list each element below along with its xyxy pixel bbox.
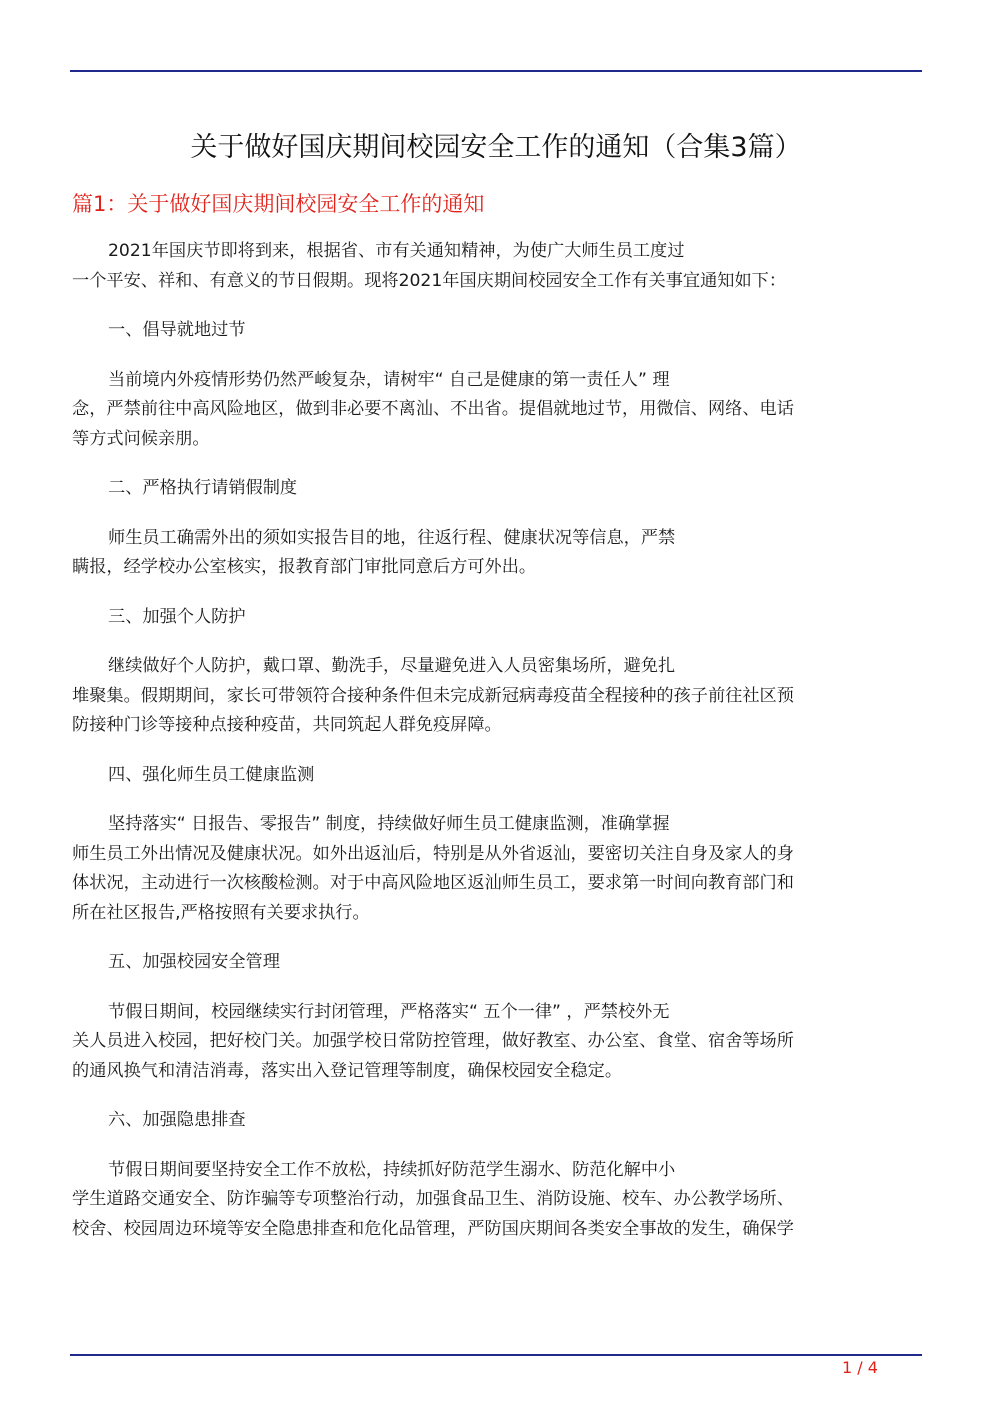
paragraph-line: 2021年国庆节即将到来，根据省、市有关通知精神，为使广大师生员工度过	[108, 241, 685, 261]
paragraph-line: 校舍、校园周边环境等安全隐患排查和危化品管理，严防国庆期间各类安全事故的发生，确保学	[72, 1218, 794, 1239]
paragraph-line: 节假日期间，校园继续实行封闭管理，严格落实“ 五个一律” ，严禁校外无	[108, 1001, 670, 1022]
paragraph-line: 的通风换气和清洁消毒，落实出入登记管理等制度，确保校园安全稳定。	[72, 1060, 623, 1081]
paragraph-line: 防接种门诊等接种点接种疫苗，共同筑起人群免疫屏障。	[72, 715, 502, 735]
document-body	[72, 237, 912, 1264]
paragraph-line: 学生道路交通安全、防诈骗等专项整治行动，加强食品卫生、消防设施、校车、办公教学场所、	[72, 1189, 794, 1209]
header-rule	[70, 70, 922, 72]
section-paragraph-6	[72, 1156, 912, 1245]
paragraph-line: 一个平安、祥和、有意义的节日假期。现将2021年国庆期间校园安全工作有关事宜通知如下：	[72, 270, 787, 291]
footer-rule	[70, 1354, 922, 1356]
section-heading-3: 三、加强个人防护	[108, 606, 246, 627]
section-paragraph-5	[72, 998, 912, 1087]
paragraph-line: 师生员工确需外出的须如实报告目的地，往返行程、健康状况等信息，严禁	[108, 527, 676, 548]
paragraph-line: 关人员进入校园，把好校门关。加强学校日常防控管理，做好教室、办公室、食堂、宿舍等场所	[72, 1031, 794, 1051]
paragraph-line: 念，严禁前往中高风险地区，做到非必要不离汕、不出省。提倡就地过节，用微信、网络、电话	[72, 399, 794, 419]
paragraph-line: 坚持落实“ 日报告、零报告” 制度，持续做好师生员工健康监测，准确掌握	[108, 814, 670, 834]
section-paragraph-3	[72, 652, 912, 741]
paragraph-line: 节假日期间要坚持安全工作不放松，持续抓好防范学生溺水、防范化解中小	[108, 1159, 676, 1180]
section-heading-1: 一、倡导就地过节	[108, 320, 246, 340]
paragraph-line: 当前境内外疫情形势仍然严峻复杂，请树牢“ 自己是健康的第一责任人” 理	[108, 369, 670, 390]
paragraph-line: 师生员工外出情况及健康状况。如外出返汕后，特别是从外省返汕，要密切关注自身及家人的身	[72, 843, 794, 864]
section-heading-4: 四、强化师生员工健康监测	[108, 764, 315, 785]
paragraph-line: 等方式问候亲朋。	[72, 428, 210, 449]
section-paragraph-4	[72, 810, 912, 928]
section-paragraph-2	[72, 524, 912, 583]
section-paragraph-1	[72, 366, 912, 455]
section-heading-6: 六、加强隐患排查	[108, 1110, 246, 1130]
section-heading-2: 二、严格执行请销假制度	[108, 478, 298, 498]
paragraph-line: 体状况，主动进行一次核酸检测。对于中高风险地区返汕师生员工，要求第一时间向教育部门和	[72, 873, 794, 893]
intro-paragraph	[72, 237, 912, 296]
section-heading-5: 五、加强校园安全管理	[108, 952, 280, 972]
paragraph-line: 所在社区报告,严格按照有关要求执行。	[72, 902, 370, 923]
paragraph-line: 瞒报，经学校办公室核实，报教育部门审批同意后方可外出。	[72, 557, 537, 577]
document-title: 关于做好国庆期间校园安全工作的通知（合集3篇）	[190, 132, 802, 163]
section-title: 篇1：关于做好国庆期间校园安全工作的通知	[72, 192, 485, 216]
page-number: 1 / 4	[842, 1358, 878, 1377]
paragraph-line: 继续做好个人防护，戴口罩、勤洗手，尽量避免进入人员密集场所，避免扎	[108, 656, 676, 676]
paragraph-line: 堆聚集。假期期间，家长可带领符合接种条件但未完成新冠病毒疫苗全程接种的孩子前往社区预	[72, 685, 794, 706]
